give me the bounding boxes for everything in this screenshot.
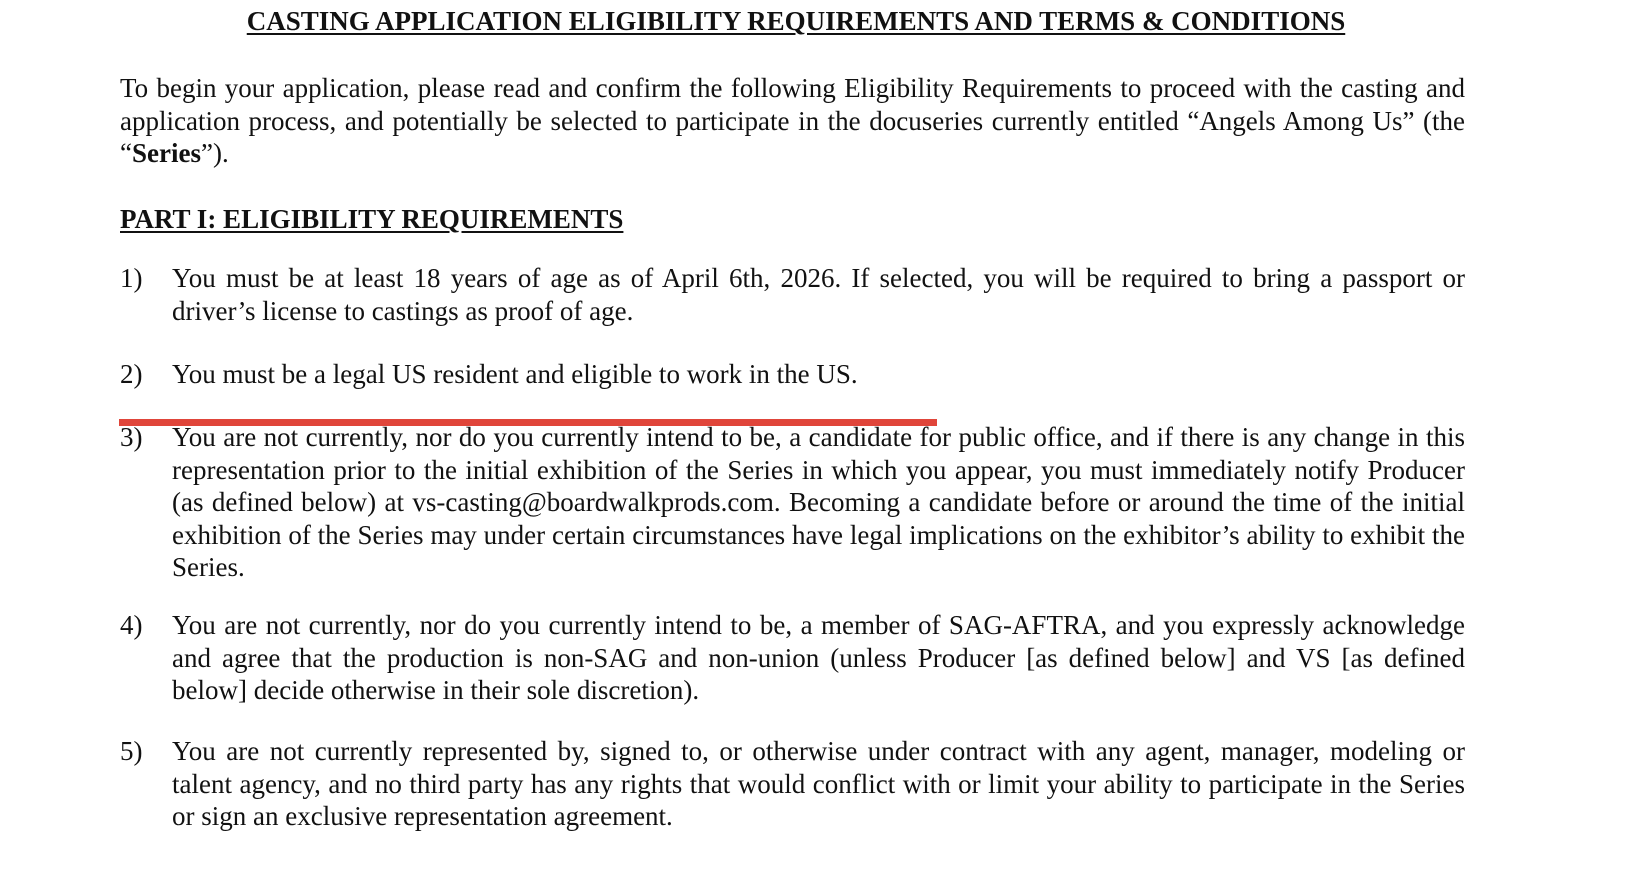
intro-text: To begin your application, please read and confirm the following Eligibility Requirements to proceed with the casting and application process, and potentially be selected to participate in the docuseries currently entitled “Angels Among Us” (the “ — [120, 73, 1465, 168]
list-item-number: 4) — [120, 610, 143, 640]
list-item-text: You are not currently, nor do you currently intend to be, a member of SAG-AFTRA, and you expressly acknowledge and agree that the production is non-SAG and non-union (unless Producer [as defined below] and VS [as defined below] decide otherwise in their sole discretion). — [172, 610, 1465, 705]
list-item-text: You must be a legal US resident and eligible to work in the US. — [172, 359, 858, 389]
intro-paragraph — [120, 72, 1465, 170]
list-item-text: You must be at least 18 years of age as of April 6th, 2026. If selected, you will be required to bring a passport or driver’s license to castings as proof of age. — [172, 263, 1465, 326]
list-item — [120, 609, 1465, 707]
list-item — [120, 262, 1465, 327]
intro-text-end: ”). — [200, 138, 229, 168]
list-item-number: 3) — [120, 422, 143, 452]
list-item-text: You are not currently, nor do you currently intend to be, a candidate for public office, and if there is any change in this representation prior to the initial exhibition of the Series in which you appear, you must immediately notify Producer (as defined below) at vs-casting@boardwalkprods.com. Becoming a candidate before or around the time of the initial exhibition of the Series may under certain circumstances have legal implications on the exhibitor’s ability to exhibit the Series. — [172, 422, 1465, 582]
intro-bold-term: Series — [131, 138, 201, 168]
list-item-text: You are not currently represented by, signed to, or otherwise under contract with any agent, manager, modeling or talent agency, and no third party has any rights that would conflict with or limit your ability to participate in the Series or sign an exclusive representation agreement. — [172, 736, 1465, 831]
list-item — [120, 735, 1465, 833]
list-item — [120, 358, 1465, 391]
list-item — [120, 421, 1465, 584]
section-heading: PART I: ELIGIBILITY REQUIREMENTS — [120, 204, 624, 234]
list-item-number: 5) — [120, 736, 143, 766]
list-item-number: 1) — [120, 263, 143, 293]
document-title: CASTING APPLICATION ELIGIBILITY REQUIREMENTS AND TERMS & CONDITIONS — [246, 6, 1346, 36]
list-item-number: 2) — [120, 359, 143, 389]
